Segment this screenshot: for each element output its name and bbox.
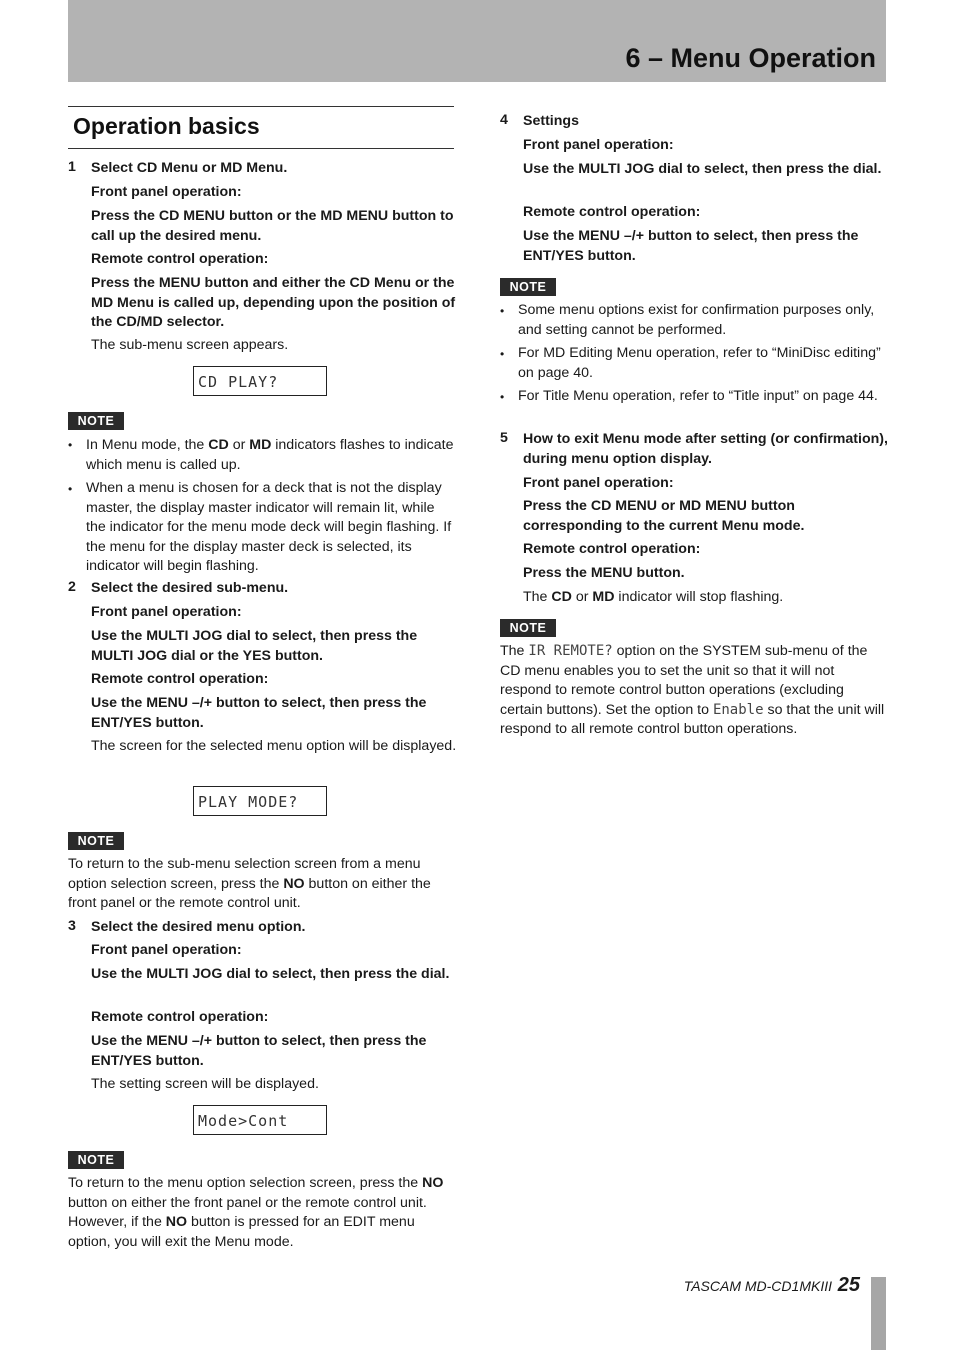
note-badge: NOTE xyxy=(68,1151,124,1169)
step-3-remote-label: Remote control operation: xyxy=(91,1009,269,1025)
step-3-result: The setting screen will be displayed. xyxy=(91,1076,319,1092)
bullet-icon: • xyxy=(500,390,505,404)
note-badge: NOTE xyxy=(500,278,556,296)
step-1-front-label: Front panel operation: xyxy=(91,184,242,200)
footer-model: TASCAM MD-CD1MKIII xyxy=(683,1278,832,1294)
note-text-step-2: To return to the sub-menu selection screen from a menu option selection screen, press the NO button on either the front panel or the remote control unit. xyxy=(68,856,431,911)
bullet-icon: • xyxy=(68,438,73,452)
step-1-front-text: Press the CD MENU button or the MD MENU button to call up the desired menu. xyxy=(91,208,454,244)
step-5-front-label: Front panel operation: xyxy=(523,475,674,491)
step-3-title: Select the desired menu option. xyxy=(91,919,306,935)
step-2-number: 2 xyxy=(68,579,76,595)
step-1-remote-label: Remote control operation: xyxy=(91,251,269,267)
step-5-number: 5 xyxy=(500,430,508,446)
note-badge: NOTE xyxy=(68,412,124,430)
step-2-title: Select the desired sub-menu. xyxy=(91,580,289,596)
note-bullet-1: In Menu mode, the CD or MD indicators flashes to indicate which menu is called up. xyxy=(86,437,454,473)
step-2-remote-text: Use the MENU –/+ button to select, then press the ENT/YES button. xyxy=(91,695,427,731)
step-1-remote-text: Press the MENU button and either the CD Menu or the MD Menu is called up, depending upon the position of the CD/MD selector. xyxy=(91,275,456,330)
bullet-icon: • xyxy=(500,304,505,318)
step-1-title: Select CD Menu or MD Menu. xyxy=(91,160,288,176)
step-4-title: Settings xyxy=(523,113,579,129)
bullet-icon: • xyxy=(500,347,505,361)
section-rule-bottom xyxy=(68,148,454,149)
lcd-display-cd-play: CD PLAY? xyxy=(193,366,327,396)
chapter-title: 6 – Menu Operation xyxy=(625,43,876,73)
step-5-result: The CD or MD indicator will stop flashing. xyxy=(523,589,784,605)
page-header xyxy=(68,0,886,82)
step-5-title: How to exit Menu mode after setting (or confirmation), during menu option display. xyxy=(523,431,888,467)
section-title: Operation basics xyxy=(73,113,260,139)
step-5-remote-label: Remote control operation: xyxy=(523,541,701,557)
note-text-step-5: The IR REMOTE? option on the SYSTEM sub-menu of the CD menu enables you to set the unit so that it will not respond to remote control button operations (excluding certain buttons). Set the option to Enable so that the unit will respond to all remote control button operations. xyxy=(500,643,885,737)
step-3-front-label: Front panel operation: xyxy=(91,942,242,958)
step-1-result: The sub-menu screen appears. xyxy=(91,337,289,353)
step-2-front-text: Use the MULTI JOG dial to select, then press the MULTI JOG dial or the YES button. xyxy=(91,628,418,664)
lcd-display-play-mode: PLAY MODE? xyxy=(193,786,327,816)
step-3-number: 3 xyxy=(68,918,76,934)
step-5-remote-text: Press the MENU button. xyxy=(523,565,685,581)
note-badge: NOTE xyxy=(68,832,124,850)
section-rule-top xyxy=(68,106,454,107)
step-2-remote-label: Remote control operation: xyxy=(91,671,269,687)
step-4-remote-label: Remote control operation: xyxy=(523,204,701,220)
step-4-front-text: Use the MULTI JOG dial to select, then press the dial. xyxy=(523,161,882,177)
step-2-result: The screen for the selected menu option will be displayed. xyxy=(91,738,457,754)
step-4-number: 4 xyxy=(500,112,508,128)
step-1-number: 1 xyxy=(68,159,76,175)
page-number: 25 xyxy=(837,1274,860,1296)
note-bullet-3: For Title Menu operation, refer to “Title input” on page 44. xyxy=(518,388,878,404)
step-2-front-label: Front panel operation: xyxy=(91,604,242,620)
step-5-front-text: Press the CD MENU or MD MENU button corresponding to the current Menu mode. xyxy=(523,498,805,534)
step-3-front-text: Use the MULTI JOG dial to select, then press the dial. xyxy=(91,966,450,982)
footer-tab-bar xyxy=(871,1277,886,1350)
note-bullet-2: When a menu is chosen for a deck that is not the display master, the display master indicator will remain lit, while the indicator for the menu mode deck will begin flashing. If the menu for the display master deck is selected, its indicator will begin flashing. xyxy=(86,480,452,574)
step-3-remote-text: Use the MENU –/+ button to select, then press the ENT/YES button. xyxy=(91,1033,427,1069)
note-bullet-2: For MD Editing Menu operation, refer to “MiniDisc editing” on page 40. xyxy=(518,345,881,381)
note-bullet-1: Some menu options exist for confirmation purposes only, and setting cannot be performed. xyxy=(518,302,875,338)
lcd-display-mode-cont: Mode>Cont xyxy=(193,1105,327,1135)
note-text-step-3: To return to the menu option selection screen, press the NO button on either the front panel or the remote control unit. However, if the NO button is pressed for an EDIT menu option, you will exit the Menu mode. xyxy=(68,1175,444,1250)
note-badge: NOTE xyxy=(500,619,556,637)
bullet-icon: • xyxy=(68,482,73,496)
step-4-remote-text: Use the MENU –/+ button to select, then press the ENT/YES button. xyxy=(523,228,859,264)
step-4-front-label: Front panel operation: xyxy=(523,137,674,153)
